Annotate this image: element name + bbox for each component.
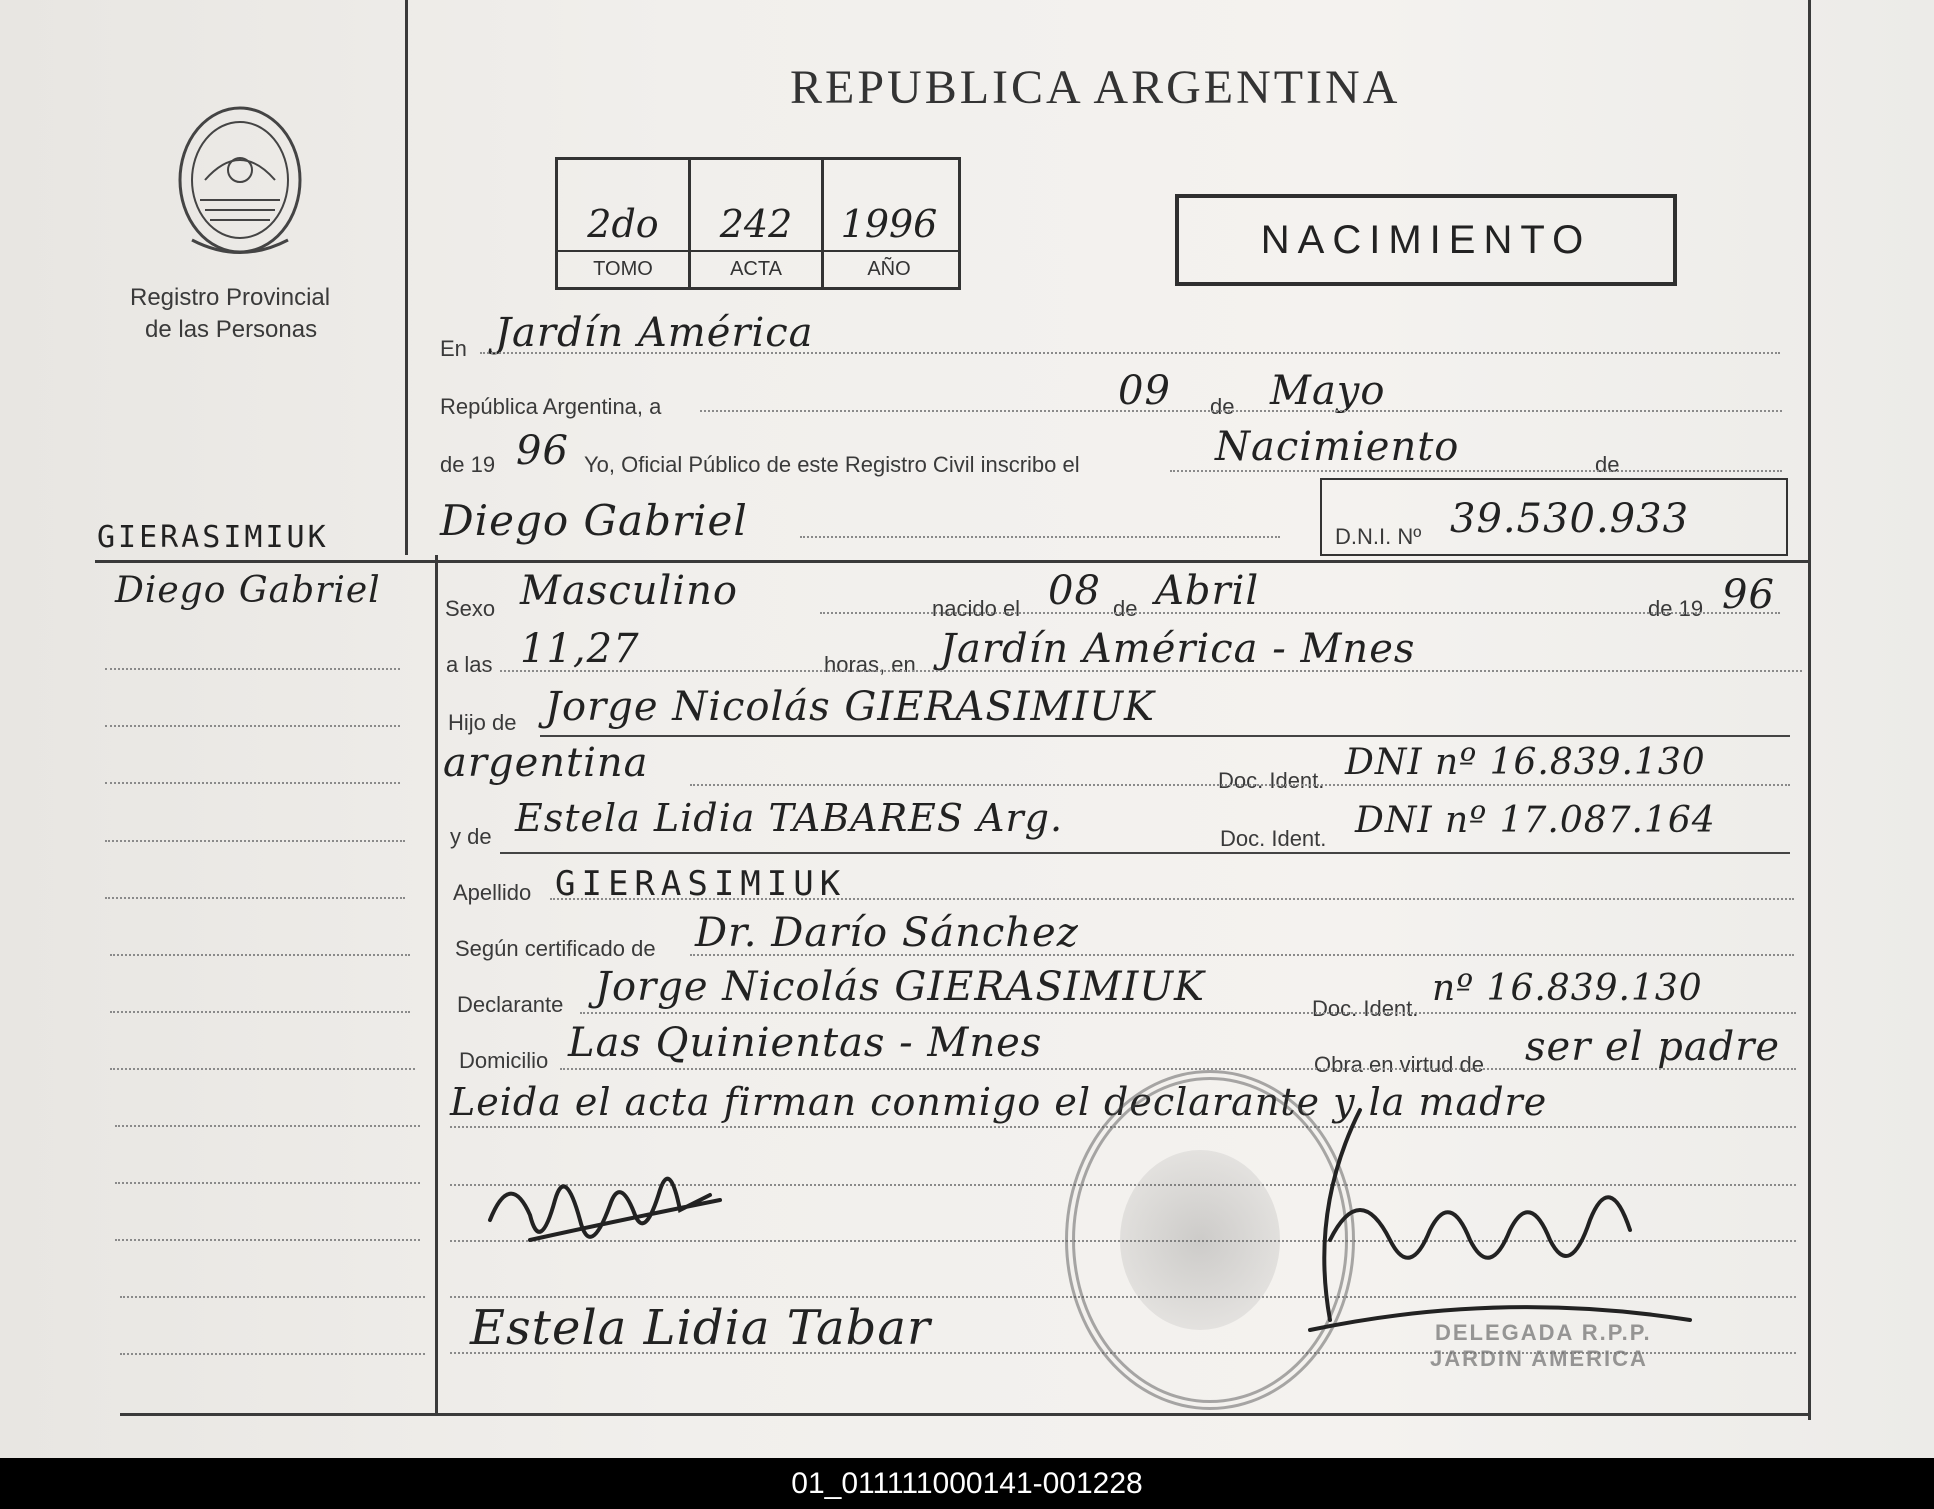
margin-names: Diego Gabriel	[115, 570, 381, 611]
domicilio-value: Las Quinientas - Mnes	[568, 1020, 1043, 1066]
segun-label: Según certificado de	[455, 936, 656, 961]
section-divider	[95, 560, 1808, 563]
birth-month: Abril	[1155, 568, 1260, 614]
margin-line	[110, 1011, 410, 1013]
tomo-label: TOMO	[593, 258, 653, 280]
republica-label: República Argentina, a	[440, 394, 662, 419]
year-suffix: 96	[516, 428, 569, 474]
margin-line	[105, 782, 400, 784]
acta-value: 242	[719, 202, 793, 246]
certificado-value: Dr. Darío Sánchez	[695, 910, 1079, 956]
entry-line	[560, 1068, 1796, 1070]
entry-line	[500, 670, 1802, 672]
provincial-crest-icon	[170, 100, 310, 260]
registry-name-line1: Registro Provincial	[130, 284, 331, 311]
apellido-value: GIERASIMIUK	[555, 864, 847, 904]
dni-label: D.N.I. Nº	[1335, 524, 1422, 549]
declarant-signature-icon	[470, 1160, 730, 1280]
margin-surname: GIERASIMIUK	[97, 520, 329, 555]
registry-name-line2: de las Personas	[145, 316, 318, 343]
entry-line	[480, 352, 1780, 354]
apellido-label: Apellido	[453, 880, 532, 905]
margin-line	[105, 897, 405, 899]
margin-line	[105, 668, 400, 670]
seal-emblem-icon	[1120, 1150, 1280, 1330]
birth-day: 08	[1048, 568, 1101, 614]
alas-label: a las	[446, 652, 493, 677]
place-value: Jardín América	[495, 310, 814, 356]
birth-year-suffix: 96	[1722, 572, 1775, 618]
entry-line	[820, 612, 1780, 614]
anio-label: AÑO	[867, 258, 911, 280]
en-label: En	[440, 336, 467, 361]
closing-line: Leida el acta firman conmigo el declarante y la madre	[450, 1080, 1548, 1124]
de19-label: de 19	[1648, 596, 1704, 621]
entry-line	[580, 1012, 1796, 1014]
declarante-doc: nº 16.839.130	[1432, 968, 1703, 1009]
tomo-value: 2do	[587, 202, 659, 246]
page-title: REPUBLICA ARGENTINA	[790, 61, 1401, 114]
entry-line	[690, 954, 1794, 956]
birth-place: Jardín América - Mnes	[940, 626, 1416, 672]
de-label-1: de	[1210, 394, 1235, 419]
entry-line	[500, 852, 1790, 854]
left-column-divider	[405, 0, 408, 555]
domicilio-label: Domicilio	[459, 1048, 549, 1073]
doc-ident-label-3: Doc. Ident.	[1312, 996, 1419, 1021]
dni-value: 39.530.933	[1450, 496, 1690, 542]
entry-line	[690, 784, 1790, 786]
margin-line	[105, 725, 400, 727]
day-value: 09	[1118, 368, 1171, 414]
official-stamp-line1: DELEGADA R.P.P.	[1435, 1320, 1652, 1345]
document-id-footer: 01_011111000141-001228	[0, 1458, 1934, 1509]
entry-line	[800, 536, 1280, 538]
margin-line	[105, 840, 405, 842]
mother-name: Estela Lidia TABARES Arg.	[515, 796, 1064, 840]
form-type-box: NACIMIENTO	[1175, 194, 1677, 286]
mother-doc: DNI nº 17.087.164	[1355, 800, 1716, 841]
margin-line	[110, 1068, 415, 1070]
obra-label: Obra en virtud de	[1314, 1052, 1484, 1077]
entry-line	[540, 735, 1790, 737]
register-box	[555, 157, 961, 290]
de-year-label: de 19	[440, 452, 496, 477]
entry-line	[1170, 470, 1782, 472]
event-value: Nacimiento	[1215, 424, 1460, 470]
father-doc: DNI nº 16.839.130	[1345, 742, 1706, 783]
horas-label: horas, en	[824, 652, 916, 677]
yde-label: y de	[450, 824, 492, 849]
oficial-label: Yo, Oficial Público de este Registro Civil inscribo el	[584, 452, 1080, 477]
sexo-value: Masculino	[520, 568, 738, 614]
entry-line	[550, 898, 1794, 900]
margin-line	[115, 1182, 420, 1184]
father-nationality: argentina	[443, 740, 649, 786]
month-value: Mayo	[1270, 368, 1386, 414]
margin-line	[115, 1125, 420, 1127]
margin-line	[110, 954, 410, 956]
de-label-3: de	[1113, 596, 1138, 621]
margin-line	[120, 1296, 425, 1298]
father-name: Jorge Nicolás GIERASIMIUK	[545, 684, 1155, 730]
margin-line	[120, 1353, 425, 1355]
anio-value: 1996	[840, 202, 938, 246]
doc-ident-label-1: Doc. Ident.	[1218, 768, 1325, 793]
bottom-rule	[120, 1413, 1810, 1416]
official-stamp-line2: JARDIN AMERICA	[1430, 1346, 1648, 1371]
de-label-2: de	[1595, 452, 1620, 477]
nacido-label: nacido el	[932, 596, 1021, 621]
official-signature-icon	[1300, 1090, 1700, 1350]
acta-label: ACTA	[730, 258, 782, 280]
margin-line	[115, 1239, 420, 1241]
sexo-label: Sexo	[445, 596, 496, 621]
doc-ident-label-2: Doc. Ident.	[1220, 826, 1327, 851]
declarante-label: Declarante	[457, 992, 564, 1017]
child-names: Diego Gabriel	[440, 496, 748, 545]
entry-line	[700, 410, 1782, 412]
birth-time: 11,27	[520, 626, 640, 672]
obra-value: ser el padre	[1525, 1024, 1781, 1070]
hijo-label: Hijo de	[448, 710, 517, 735]
right-border	[1808, 0, 1811, 1420]
mother-signature: Estela Lidia Tabar	[470, 1300, 931, 1356]
declarante-value: Jorge Nicolás GIERASIMIUK	[595, 964, 1205, 1010]
left-column-divider-lower	[435, 555, 438, 1415]
